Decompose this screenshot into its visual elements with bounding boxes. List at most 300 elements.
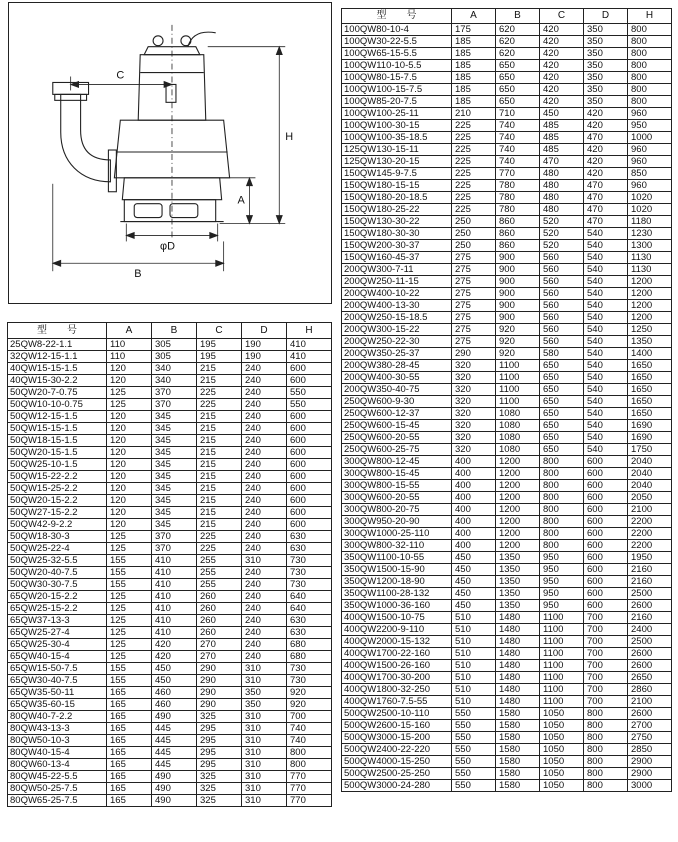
dimension-cell: 445 — [152, 735, 197, 747]
column-header: B — [152, 323, 197, 339]
model-cell: 80QW50-10-3 — [8, 735, 107, 747]
table-row — [8, 723, 332, 735]
dimension-cell: 960 — [628, 108, 672, 120]
dimension-cell: 410 — [152, 615, 197, 627]
table-row — [342, 672, 672, 684]
table-row — [8, 519, 332, 531]
dimension-cell: 125 — [107, 543, 152, 555]
dimension-cell: 420 — [540, 84, 584, 96]
dimension-cell: 1050 — [540, 720, 584, 732]
dimension-cell: 240 — [242, 567, 287, 579]
table-row — [8, 747, 332, 759]
table-header-row — [8, 323, 332, 339]
dimension-cell: 450 — [452, 600, 496, 612]
dimension-cell: 1690 — [628, 432, 672, 444]
dimension-cell: 120 — [107, 411, 152, 423]
dimension-cell: 2860 — [628, 684, 672, 696]
dimension-cell: 305 — [152, 339, 197, 351]
dimension-cell: 125 — [107, 627, 152, 639]
model-cell: 150QW130-30-22 — [342, 216, 452, 228]
dimension-cell: 770 — [496, 168, 540, 180]
table-row — [8, 351, 332, 363]
dimension-cell: 1650 — [628, 396, 672, 408]
dimension-cell: 650 — [540, 432, 584, 444]
table-row — [8, 591, 332, 603]
model-cell: 350QW1500-15-90 — [342, 564, 452, 576]
dimension-cell: 125 — [107, 639, 152, 651]
dimension-cell: 700 — [584, 672, 628, 684]
dimension-cell: 540 — [584, 300, 628, 312]
table-row — [342, 636, 672, 648]
dimension-cell: 345 — [152, 519, 197, 531]
dimension-cell: 800 — [584, 732, 628, 744]
dimension-cell: 215 — [197, 483, 242, 495]
table-row — [342, 396, 672, 408]
model-cell: 300QW800-15-55 — [342, 480, 452, 492]
dimension-cell: 260 — [197, 615, 242, 627]
model-cell: 50QW15-22-2.2 — [8, 471, 107, 483]
dimension-cell: 1080 — [496, 432, 540, 444]
table-row — [8, 627, 332, 639]
dimension-cell: 215 — [197, 423, 242, 435]
dimension-cell: 540 — [584, 372, 628, 384]
dimension-cell: 125 — [107, 603, 152, 615]
dimension-cell: 860 — [496, 240, 540, 252]
dimension-cell: 700 — [584, 612, 628, 624]
dimension-cell: 3000 — [628, 780, 672, 792]
dimension-cell: 540 — [584, 252, 628, 264]
table-row — [8, 543, 332, 555]
dimension-cell: 275 — [452, 336, 496, 348]
dimension-cell: 1100 — [496, 372, 540, 384]
dimension-cell: 550 — [452, 744, 496, 756]
dimension-cell: 190 — [242, 351, 287, 363]
dimension-cell: 1950 — [628, 552, 672, 564]
dimension-cell: 650 — [540, 360, 584, 372]
dimension-cell: 240 — [242, 435, 287, 447]
dimension-cell: 165 — [107, 771, 152, 783]
table-row — [342, 564, 672, 576]
dimension-cell: 215 — [197, 495, 242, 507]
dimension-cell: 600 — [287, 435, 332, 447]
dimension-cell: 120 — [107, 435, 152, 447]
dimension-cell: 920 — [496, 336, 540, 348]
dimension-cell: 370 — [152, 543, 197, 555]
dimension-cell: 540 — [584, 396, 628, 408]
dimension-cell: 225 — [452, 144, 496, 156]
dimension-cell: 600 — [584, 576, 628, 588]
table-row — [342, 408, 672, 420]
dimension-cell: 260 — [197, 627, 242, 639]
table-row — [342, 720, 672, 732]
column-header: H — [628, 9, 672, 24]
dimension-cell: 320 — [452, 384, 496, 396]
model-cell: 200QW250-15-18.5 — [342, 312, 452, 324]
dimension-cell: 290 — [452, 348, 496, 360]
dimension-cell: 240 — [242, 543, 287, 555]
table-row — [8, 447, 332, 459]
dimension-cell: 540 — [584, 420, 628, 432]
model-cell: 50QW18-30-3 — [8, 531, 107, 543]
dimension-cell: 240 — [242, 519, 287, 531]
dimension-cell: 740 — [496, 156, 540, 168]
dimension-cell: 1480 — [496, 672, 540, 684]
dimension-cell: 2900 — [628, 756, 672, 768]
dimension-cell: 225 — [452, 132, 496, 144]
dimension-cell: 600 — [584, 456, 628, 468]
dimension-cell: 1230 — [628, 228, 672, 240]
dimension-cell: 2160 — [628, 576, 672, 588]
dimension-cell: 2600 — [628, 708, 672, 720]
column-header: A — [452, 9, 496, 24]
dimension-cell: 120 — [107, 423, 152, 435]
table-row — [342, 540, 672, 552]
dimension-cell: 310 — [242, 759, 287, 771]
dimension-cell: 600 — [584, 504, 628, 516]
dimension-cell: 680 — [287, 651, 332, 663]
dimension-cell: 540 — [584, 312, 628, 324]
table-row — [342, 240, 672, 252]
dimension-cell: 600 — [287, 411, 332, 423]
dimension-cell: 900 — [496, 312, 540, 324]
dimension-cell: 320 — [452, 396, 496, 408]
dimension-cell: 410 — [152, 603, 197, 615]
dimension-cell: 1350 — [496, 552, 540, 564]
dimension-cell: 240 — [242, 471, 287, 483]
dimension-cell: 155 — [107, 567, 152, 579]
dimension-cell: 1100 — [540, 684, 584, 696]
model-cell: 40QW15-15-1.5 — [8, 363, 107, 375]
dimension-cell: 1350 — [496, 600, 540, 612]
table-row — [342, 588, 672, 600]
dimension-cell: 2500 — [628, 636, 672, 648]
table-row — [8, 483, 332, 495]
dimension-cell: 800 — [540, 468, 584, 480]
dimension-cell: 1100 — [540, 612, 584, 624]
dimension-cell: 350 — [242, 699, 287, 711]
dimension-cell: 1650 — [628, 372, 672, 384]
dimension-cell: 255 — [197, 567, 242, 579]
dimension-cell: 110 — [107, 351, 152, 363]
dimension-cell: 120 — [107, 519, 152, 531]
dimension-cell: 1050 — [540, 780, 584, 792]
table-row — [342, 444, 672, 456]
column-header: C — [540, 9, 584, 24]
dimension-cell: 1100 — [540, 648, 584, 660]
dimension-cell: 800 — [628, 96, 672, 108]
table-row — [8, 579, 332, 591]
table-row — [342, 300, 672, 312]
dimension-cell: 410 — [152, 627, 197, 639]
model-cell: 350QW1100-28-132 — [342, 588, 452, 600]
dimension-cell: 120 — [107, 471, 152, 483]
table-row — [8, 339, 332, 351]
column-header: A — [107, 323, 152, 339]
dimension-cell: 275 — [452, 264, 496, 276]
dimension-cell: 350 — [242, 687, 287, 699]
model-cell: 65QW15-50-7.5 — [8, 663, 107, 675]
model-cell: 400QW1760-7.5-55 — [342, 696, 452, 708]
column-header: 型 号 — [342, 9, 452, 24]
dimension-cell: 1580 — [496, 732, 540, 744]
dimension-cell: 125 — [107, 399, 152, 411]
dimension-cell: 800 — [540, 540, 584, 552]
dimension-cell: 240 — [242, 387, 287, 399]
model-cell: 250QW600-9-30 — [342, 396, 452, 408]
model-cell: 65QW35-50-11 — [8, 687, 107, 699]
dimension-cell: 1100 — [540, 672, 584, 684]
dimension-cell: 1200 — [496, 528, 540, 540]
dimension-cell: 310 — [242, 663, 287, 675]
dimension-cell: 650 — [540, 372, 584, 384]
model-cell: 65QW37-13-3 — [8, 615, 107, 627]
dimension-cell: 490 — [152, 771, 197, 783]
model-cell: 250QW600-12-37 — [342, 408, 452, 420]
dimension-cell: 250 — [452, 240, 496, 252]
dimension-cell: 1480 — [496, 612, 540, 624]
dimension-cell: 800 — [628, 84, 672, 96]
dimension-cell: 640 — [287, 591, 332, 603]
table-row — [342, 576, 672, 588]
dimension-cell: 600 — [287, 507, 332, 519]
dimension-cell: 240 — [242, 375, 287, 387]
dimension-cell: 600 — [584, 588, 628, 600]
dimension-cell: 650 — [496, 96, 540, 108]
model-cell: 200QW400-13-30 — [342, 300, 452, 312]
dimension-cell: 165 — [107, 687, 152, 699]
dimension-cell: 600 — [287, 459, 332, 471]
dimension-cell: 770 — [287, 783, 332, 795]
model-cell: 300QW800-20-75 — [342, 504, 452, 516]
dimension-cell: 210 — [452, 108, 496, 120]
table-row — [342, 168, 672, 180]
table-row — [342, 504, 672, 516]
model-cell: 250QW600-15-45 — [342, 420, 452, 432]
dimension-cell: 400 — [452, 540, 496, 552]
dimension-cell: 2850 — [628, 744, 672, 756]
dimension-cell: 240 — [242, 459, 287, 471]
dimension-cell: 325 — [197, 795, 242, 807]
dimension-cell: 470 — [584, 132, 628, 144]
table-row — [342, 684, 672, 696]
dimension-cell: 215 — [197, 375, 242, 387]
dimension-cell: 550 — [287, 387, 332, 399]
dimension-cell: 730 — [287, 555, 332, 567]
table-row — [342, 516, 672, 528]
table-row — [342, 768, 672, 780]
model-cell: 150QW200-30-37 — [342, 240, 452, 252]
dimension-cell: 350 — [584, 48, 628, 60]
dimension-cell: 540 — [584, 324, 628, 336]
dimension-cell: 620 — [496, 36, 540, 48]
table-row — [342, 72, 672, 84]
dimension-cell: 640 — [287, 603, 332, 615]
dimension-cell: 2600 — [628, 648, 672, 660]
table-row — [8, 495, 332, 507]
dimension-cell: 1080 — [496, 408, 540, 420]
dimension-cell: 225 — [197, 543, 242, 555]
dimension-cell: 520 — [540, 216, 584, 228]
dimension-cell: 1690 — [628, 420, 672, 432]
dimension-cell: 340 — [152, 375, 197, 387]
table-row — [8, 423, 332, 435]
dimension-cell: 445 — [152, 747, 197, 759]
dimension-cell: 800 — [540, 492, 584, 504]
dimension-cell: 350 — [584, 60, 628, 72]
dimension-cell: 650 — [496, 60, 540, 72]
table-row — [342, 288, 672, 300]
dimension-cell: 800 — [628, 60, 672, 72]
dimension-cell: 900 — [496, 300, 540, 312]
dimension-cell: 185 — [452, 60, 496, 72]
dimension-cell: 240 — [242, 363, 287, 375]
dimension-cell: 740 — [496, 144, 540, 156]
dimension-cell: 350 — [584, 24, 628, 36]
dimension-cell: 920 — [496, 348, 540, 360]
dimension-cell: 920 — [287, 687, 332, 699]
dimension-cell: 450 — [452, 564, 496, 576]
dimension-cell: 800 — [287, 759, 332, 771]
dimension-cell: 1350 — [496, 588, 540, 600]
dimension-cell: 1350 — [496, 576, 540, 588]
dimension-cell: 600 — [584, 528, 628, 540]
model-cell: 400QW1500-26-160 — [342, 660, 452, 672]
dim-label-h: H — [285, 131, 294, 144]
dimension-cell: 310 — [242, 771, 287, 783]
dimension-cell: 740 — [496, 120, 540, 132]
model-cell: 400QW1700-22-160 — [342, 648, 452, 660]
model-cell: 300QW800-12-45 — [342, 456, 452, 468]
dim-label-a: A — [237, 194, 245, 207]
model-cell: 100QW85-20-7.5 — [342, 96, 452, 108]
table-row — [342, 180, 672, 192]
dimension-cell: 1200 — [496, 516, 540, 528]
table-row — [8, 687, 332, 699]
model-cell: 400QW2200-9-110 — [342, 624, 452, 636]
dimension-cell: 1580 — [496, 756, 540, 768]
model-cell: 50QW20-15-2.2 — [8, 495, 107, 507]
model-cell: 50QW18-15-1.5 — [8, 435, 107, 447]
dimension-cell: 2900 — [628, 768, 672, 780]
dimension-cell: 600 — [287, 423, 332, 435]
table-row — [342, 480, 672, 492]
dimension-cell: 2400 — [628, 624, 672, 636]
dimension-cell: 1650 — [628, 360, 672, 372]
spec-table-left-body — [8, 339, 332, 807]
dimension-cell: 1480 — [496, 648, 540, 660]
table-header-row — [342, 9, 672, 24]
dimension-cell: 800 — [540, 480, 584, 492]
table-row — [342, 780, 672, 792]
dimension-cell: 600 — [584, 564, 628, 576]
spec-table-left — [7, 322, 332, 807]
dimension-cell: 780 — [496, 204, 540, 216]
dimension-cell: 1100 — [496, 360, 540, 372]
table-row — [8, 615, 332, 627]
dimension-cell: 185 — [452, 36, 496, 48]
dimension-cell: 600 — [287, 495, 332, 507]
dimension-cell: 225 — [197, 399, 242, 411]
dimension-cell: 450 — [152, 675, 197, 687]
model-cell: 350QW1000-36-160 — [342, 600, 452, 612]
model-cell: 150QW180-25-22 — [342, 204, 452, 216]
model-cell: 200QW250-11-15 — [342, 276, 452, 288]
table-row — [8, 783, 332, 795]
dimension-cell: 620 — [496, 24, 540, 36]
model-cell: 25QW8-22-1.1 — [8, 339, 107, 351]
table-row — [8, 675, 332, 687]
dim-label-c: C — [116, 69, 125, 82]
model-cell: 50QW12-15-1.5 — [8, 411, 107, 423]
table-row — [342, 492, 672, 504]
model-cell: 200QW300-15-22 — [342, 324, 452, 336]
dimension-cell: 400 — [452, 468, 496, 480]
table-row — [342, 312, 672, 324]
dimension-cell: 215 — [197, 459, 242, 471]
table-row — [8, 555, 332, 567]
dimension-cell: 740 — [287, 723, 332, 735]
dimension-cell: 600 — [287, 483, 332, 495]
dimension-cell: 800 — [540, 528, 584, 540]
model-cell: 100QW100-15-7.5 — [342, 84, 452, 96]
dimension-cell: 275 — [452, 300, 496, 312]
dimension-cell: 850 — [628, 168, 672, 180]
dimension-cell: 710 — [496, 108, 540, 120]
dimension-cell: 960 — [628, 156, 672, 168]
dimension-cell: 290 — [197, 687, 242, 699]
dimension-cell: 1200 — [496, 480, 540, 492]
dimension-cell: 770 — [287, 795, 332, 807]
dimension-cell: 290 — [197, 699, 242, 711]
dimension-cell: 800 — [628, 72, 672, 84]
table-row — [342, 276, 672, 288]
dimension-cell: 800 — [628, 48, 672, 60]
dimension-cell: 325 — [197, 783, 242, 795]
model-cell: 65QW20-15-2.2 — [8, 591, 107, 603]
table-row — [342, 336, 672, 348]
dimension-cell: 420 — [584, 108, 628, 120]
model-cell: 100QW80-10-4 — [342, 24, 452, 36]
pump-drawing — [9, 3, 331, 303]
model-cell: 250QW600-25-75 — [342, 444, 452, 456]
dimension-cell: 1080 — [496, 444, 540, 456]
dimension-cell: 420 — [584, 144, 628, 156]
dimension-cell: 370 — [152, 531, 197, 543]
dimension-cell: 480 — [540, 168, 584, 180]
table-row — [342, 528, 672, 540]
dim-label-b: B — [134, 268, 142, 281]
dimension-cell: 345 — [152, 411, 197, 423]
dimension-cell: 290 — [197, 663, 242, 675]
dimension-cell: 120 — [107, 507, 152, 519]
dimension-cell: 1200 — [628, 312, 672, 324]
dimension-cell: 600 — [287, 447, 332, 459]
table-row — [8, 411, 332, 423]
dimension-cell: 960 — [628, 144, 672, 156]
table-row — [342, 60, 672, 72]
dimension-cell: 295 — [197, 759, 242, 771]
model-cell: 65QW25-27-4 — [8, 627, 107, 639]
dimension-cell: 120 — [107, 459, 152, 471]
model-cell: 80QW40-15-4 — [8, 747, 107, 759]
table-row — [342, 612, 672, 624]
dimension-cell: 320 — [452, 360, 496, 372]
table-row — [8, 771, 332, 783]
dimension-cell: 120 — [107, 363, 152, 375]
dimension-cell: 560 — [540, 324, 584, 336]
dimension-cell: 650 — [540, 420, 584, 432]
model-cell: 200QW350-25-37 — [342, 348, 452, 360]
